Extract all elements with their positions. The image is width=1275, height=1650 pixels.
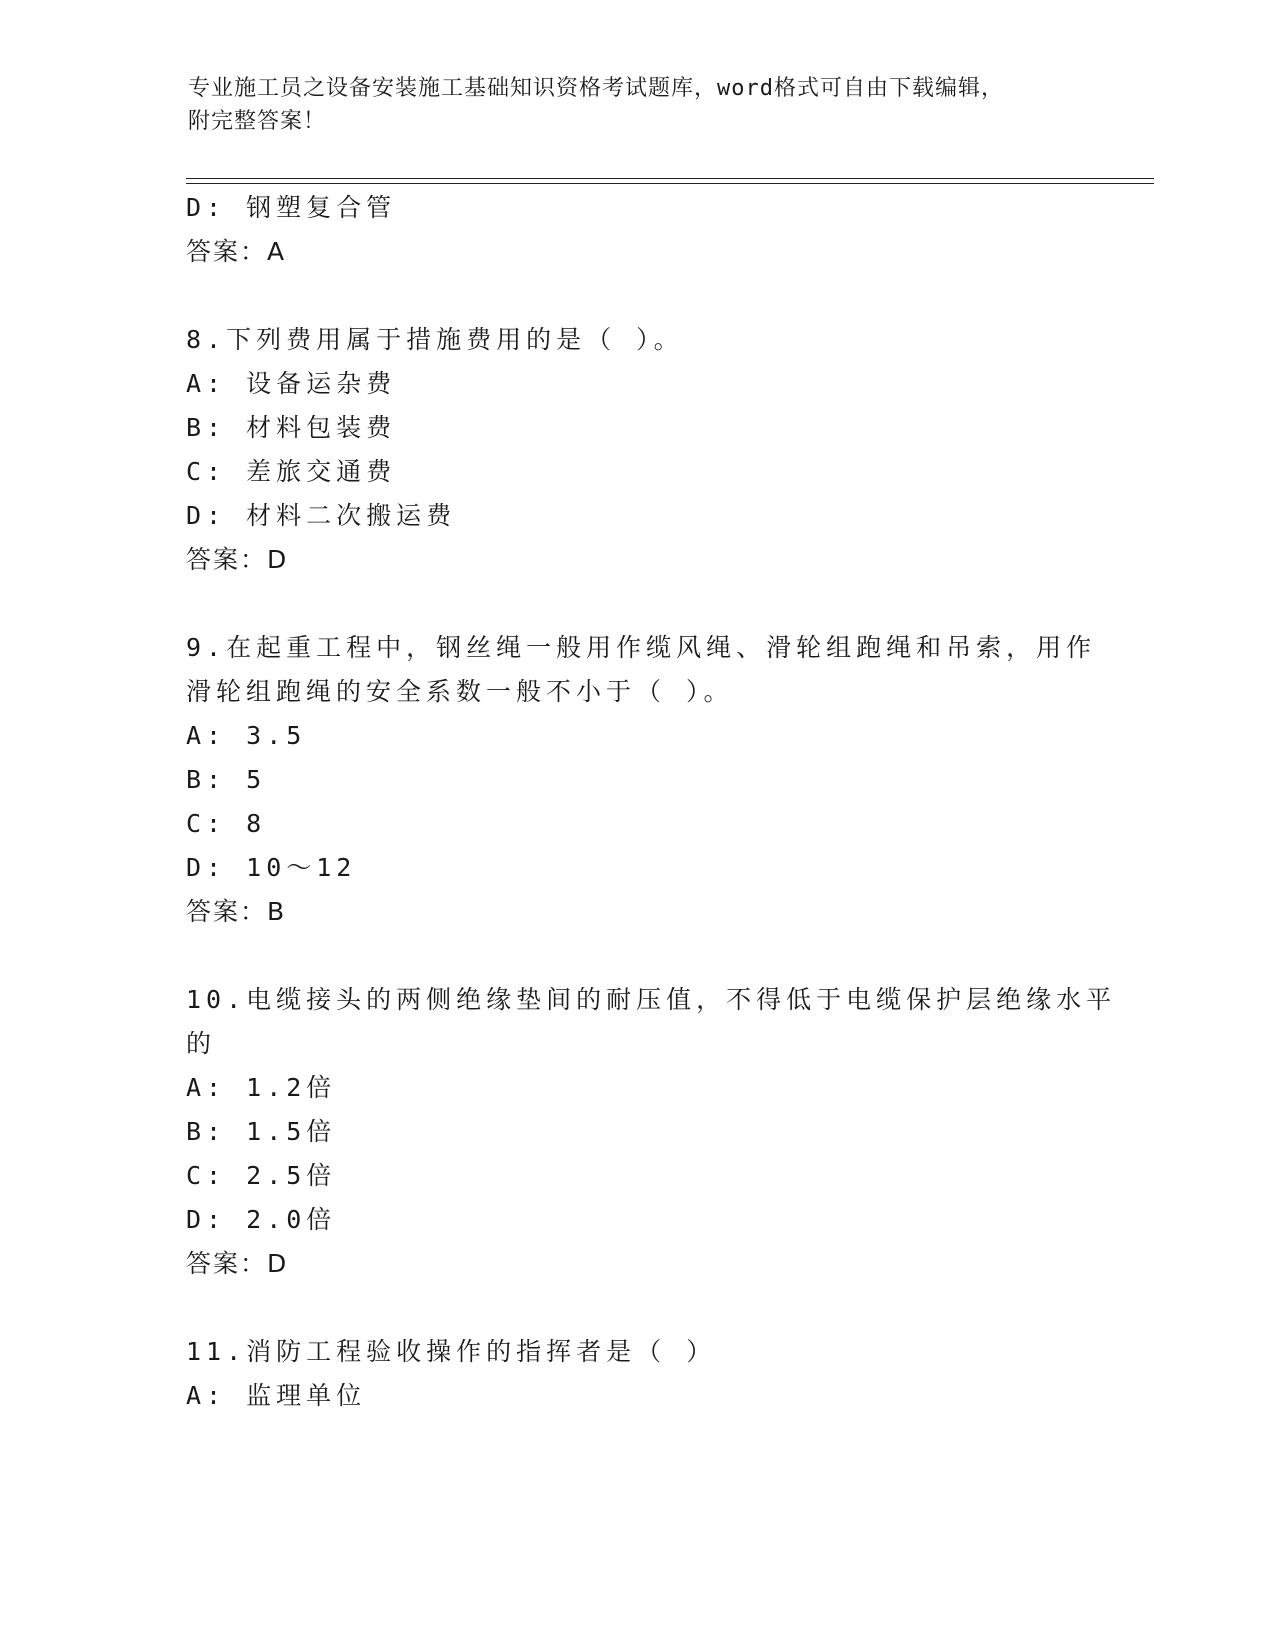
- question-9-option-c: C: 8: [186, 809, 267, 838]
- header-divider-top: [186, 178, 1154, 179]
- question-8-stem: 8.下列费用属于措施费用的是（ ）。: [186, 325, 684, 354]
- question-8-option-d: D: 材料二次搬运费: [186, 501, 457, 530]
- question-9-answer: 答案：B: [186, 897, 287, 926]
- question-9-option-d: D: 10～12: [186, 853, 357, 882]
- question-8-answer: 答案：D: [186, 545, 289, 574]
- question-8-option-b: B: 材料包装费: [186, 413, 397, 442]
- question-9-stem-line-2: 滑轮组跑绳的安全系数一般不小于（ ）。: [186, 677, 734, 706]
- question-10-option-b: B: 1.5倍: [186, 1117, 337, 1146]
- question-11-stem: 11.消防工程验收操作的指挥者是（ ）: [186, 1337, 717, 1366]
- question-8-option-a: A: 设备运杂费: [186, 369, 397, 398]
- header-divider-bottom: [186, 183, 1154, 184]
- prev-question-answer: 答案：A: [186, 237, 287, 266]
- document-header: [188, 72, 1068, 138]
- question-11-option-a: A: 监理单位: [186, 1381, 367, 1410]
- question-10-option-d: D: 2.0倍: [186, 1205, 337, 1234]
- question-8-option-c: C: 差旅交通费: [186, 457, 397, 486]
- question-9-option-a: A: 3.5: [186, 721, 307, 750]
- question-9-stem-line-1: 9.在起重工程中，钢丝绳一般用作缆风绳、滑轮组跑绳和吊索，用作: [186, 633, 1097, 662]
- question-10-option-c: C: 2.5倍: [186, 1161, 337, 1190]
- question-10-option-a: A: 1.2倍: [186, 1073, 337, 1102]
- header-line-1: 专业施工员之设备安装施工基础知识资格考试题库，word格式可自由下载编辑，: [188, 76, 1004, 101]
- question-10-stem-line-1: 10.电缆接头的两侧绝缘垫间的耐压值，不得低于电缆保护层绝缘水平: [186, 985, 1117, 1014]
- question-10-stem-line-2: 的: [186, 1029, 217, 1058]
- prev-question-option-d: D: 钢塑复合管: [186, 193, 397, 222]
- question-10-answer: 答案：D: [186, 1249, 289, 1278]
- question-9-option-b: B: 5: [186, 765, 267, 794]
- header-line-2: 附完整答案！: [188, 109, 327, 134]
